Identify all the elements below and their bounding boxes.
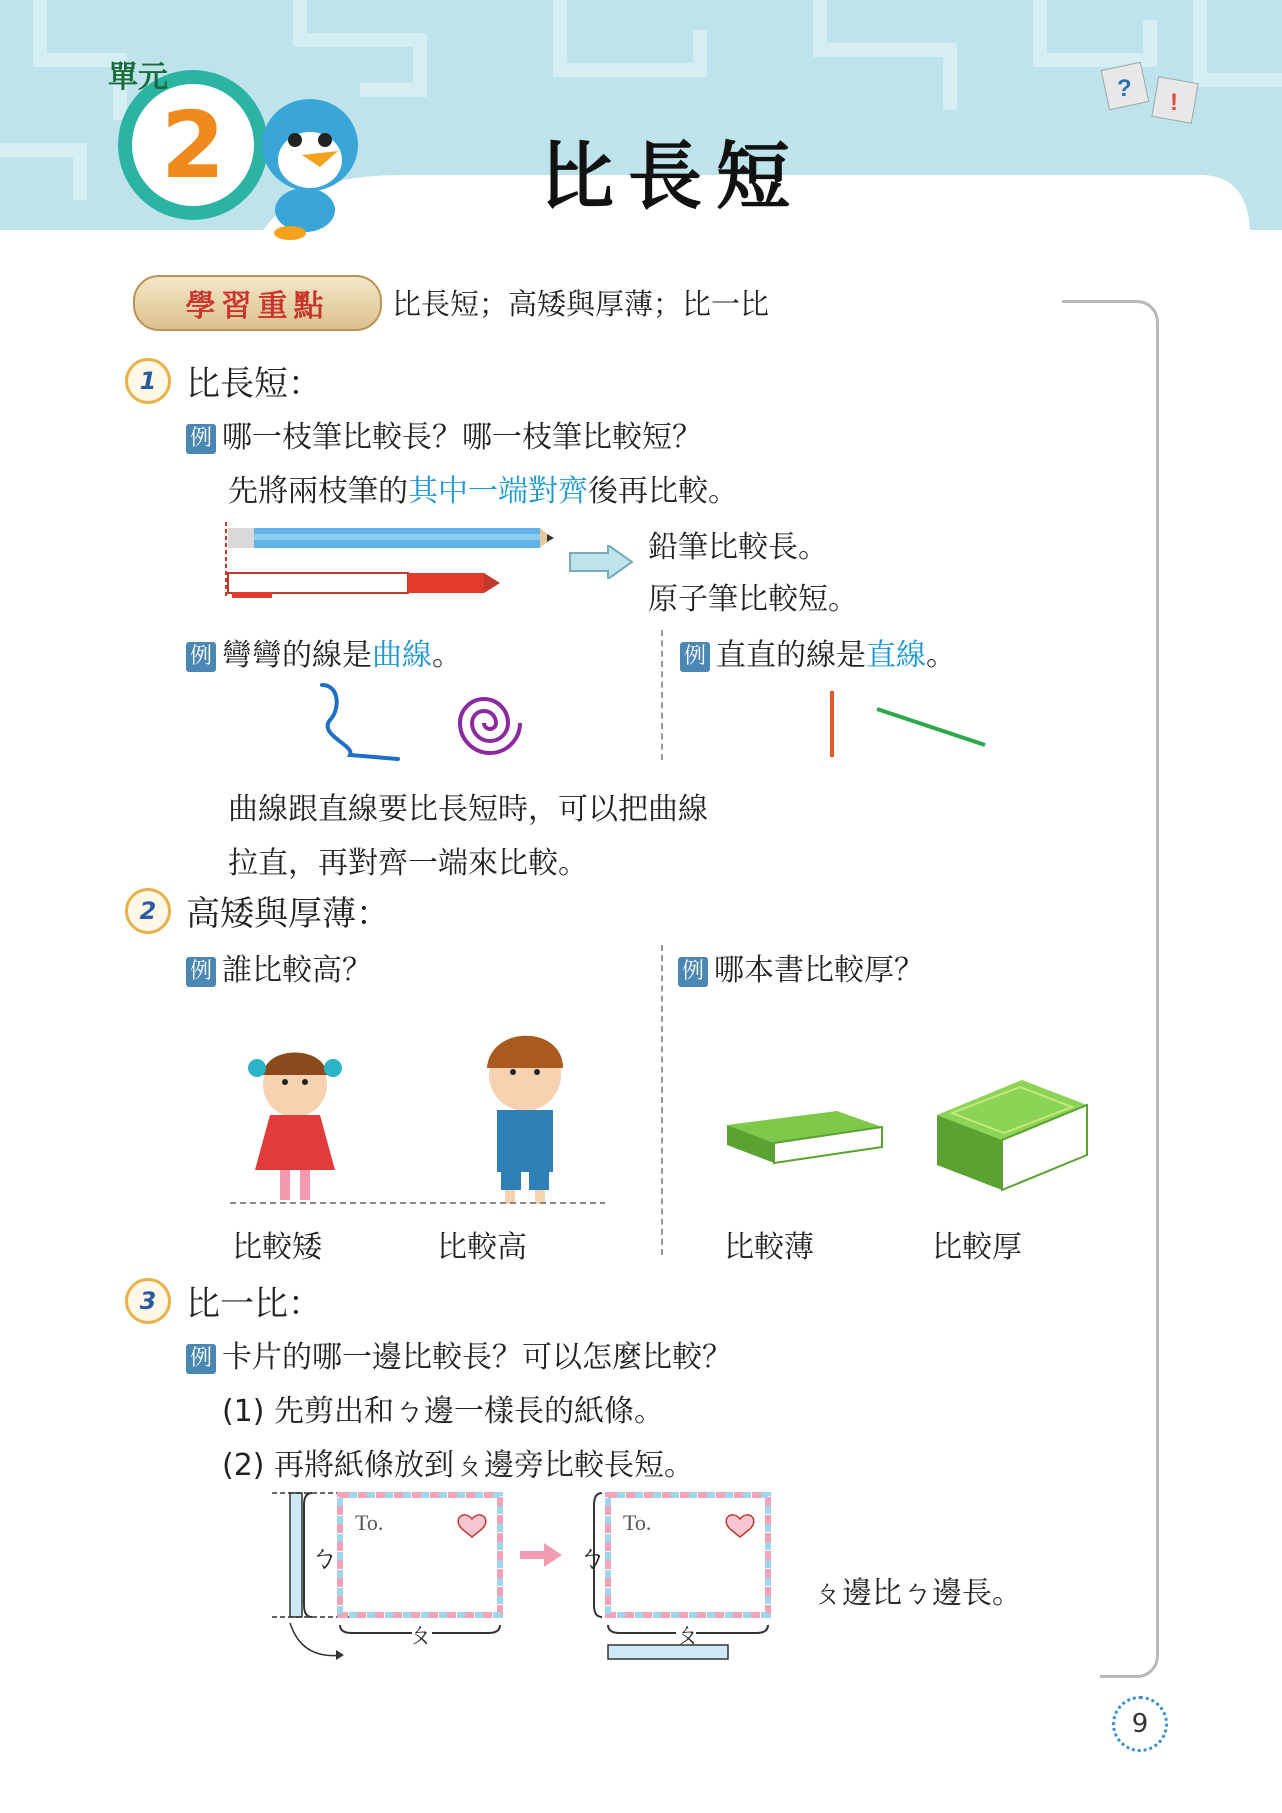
example-tag: 例 xyxy=(186,642,216,672)
curve-example: 例 彎彎的線是曲線。 xyxy=(186,630,462,674)
dice-icon xyxy=(1100,58,1210,128)
straight-line-illustration xyxy=(815,685,995,765)
books-illustration xyxy=(722,1075,1092,1205)
side-p-label: ㄆ xyxy=(407,1620,434,1650)
children-illustration xyxy=(225,1020,610,1210)
divider-2 xyxy=(661,945,663,1255)
svg-text:?: ? xyxy=(1117,75,1132,102)
label-tall: 比較高 xyxy=(437,1230,527,1265)
thickness-question: 例 哪本書比較厚？ xyxy=(678,945,924,989)
key-points-rule xyxy=(1062,300,1102,303)
step-1: (1) 先剪出和ㄅ邊一樣長的紙條。 xyxy=(222,1394,665,1429)
section-number-2: 2 xyxy=(125,888,171,934)
divider-1 xyxy=(661,630,663,760)
example-tag: 例 xyxy=(678,957,708,987)
section-number-1: 1 xyxy=(125,358,171,404)
height-question: 例 誰比較高？ xyxy=(186,945,372,989)
compare-text-2: 拉直，再對齊一端來比較。 xyxy=(228,846,588,881)
section-number-3: 3 xyxy=(125,1278,171,1324)
side-b-label: ㄅ xyxy=(310,1541,339,1574)
key-points-text: 比長短；高矮與厚薄；比一比 xyxy=(392,287,770,321)
example-tag: 例 xyxy=(186,424,216,454)
unit-number: 2 xyxy=(132,84,254,206)
section3-heading: 比一比： xyxy=(186,1284,322,1324)
side-b-label-2: ㄅ xyxy=(578,1541,607,1574)
card-to-label-2: To. xyxy=(623,1510,652,1535)
svg-text:!: ! xyxy=(1170,89,1178,116)
arrow-icon xyxy=(568,545,634,579)
card-to-label: To. xyxy=(355,1510,384,1535)
key-points-badge: 學習重點 xyxy=(133,275,382,331)
pencil-pen-illustration xyxy=(222,520,562,600)
result-short: 原子筆比較短。 xyxy=(648,582,858,617)
curve-illustration xyxy=(300,675,560,765)
label-thin: 比較薄 xyxy=(724,1230,814,1265)
section1-instruction: 先將兩枝筆的其中一端對齊後再比較。 xyxy=(228,474,738,509)
unit-label: 單元 xyxy=(108,60,168,95)
label-thick: 比較厚 xyxy=(932,1230,1022,1265)
section1-question: 例 哪一枝筆比較長？哪一枝筆比較短？ xyxy=(186,412,702,456)
highlight-term: 其中一端對齊 xyxy=(408,474,588,509)
section3-result: ㄆ邊比ㄅ邊長。 xyxy=(812,1576,1022,1611)
example-tag: 例 xyxy=(186,1344,216,1374)
straight-example: 例 直直的線是直線。 xyxy=(680,630,956,674)
side-p-label-2: ㄆ xyxy=(674,1620,701,1650)
example-tag: 例 xyxy=(680,642,710,672)
section3-question: 例 卡片的哪一邊比較長？可以怎麼比較？ xyxy=(186,1332,732,1376)
section1-heading: 比長短： xyxy=(186,364,322,404)
page-number: 9 xyxy=(1112,1696,1168,1752)
example-tag: 例 xyxy=(186,957,216,987)
label-short: 比較矮 xyxy=(232,1230,322,1265)
page-title: 比長短 xyxy=(540,134,804,220)
card-illustration xyxy=(272,1485,782,1675)
content-frame xyxy=(1100,300,1159,1678)
penguin-mascot xyxy=(250,85,370,245)
result-long: 鉛筆比較長。 xyxy=(648,530,828,565)
section2-heading: 高矮與厚薄： xyxy=(186,894,390,934)
step-2: (2) 再將紙條放到ㄆ邊旁比較長短。 xyxy=(222,1448,695,1483)
compare-text-1: 曲線跟直線要比長短時，可以把曲線 xyxy=(228,792,708,827)
